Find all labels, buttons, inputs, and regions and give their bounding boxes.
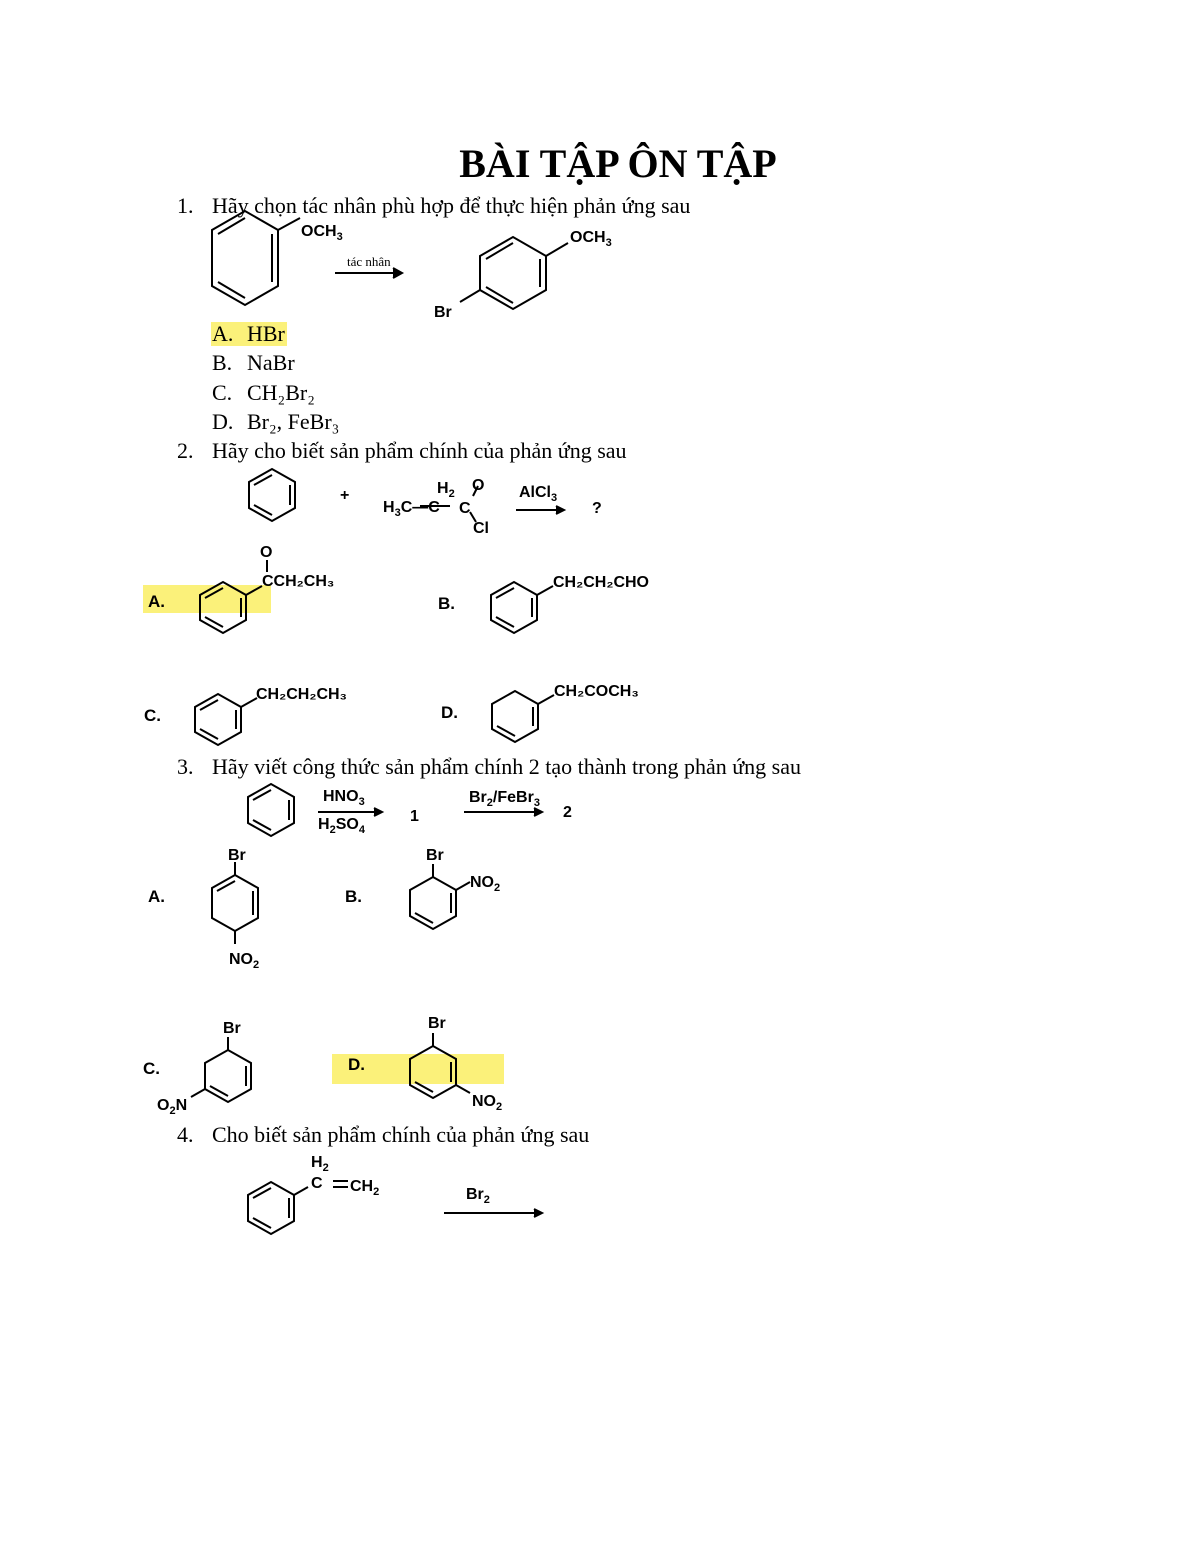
- page-title: BÀI TẬP ÔN TẬP: [459, 141, 777, 186]
- svg-text:Br: Br: [428, 1015, 446, 1032]
- svg-text:1: 1: [410, 808, 419, 825]
- question-number: 2.: [177, 438, 194, 463]
- svg-text:AlCl3: AlCl$_3$: [519, 484, 558, 504]
- option-b-letter: B.: [438, 594, 455, 613]
- svg-text:O: O: [472, 477, 485, 494]
- option-a-formula: CCH₂CH₃: [262, 573, 335, 590]
- svg-text:?: ?: [592, 500, 602, 517]
- p-bromoanisole-ring: [460, 237, 568, 309]
- option-text: HBr: [247, 321, 285, 346]
- svg-text:H3C—C: $H_3C—C$: [383, 499, 440, 519]
- svg-text:C: C: [459, 500, 471, 517]
- svg-text:Br2/FeBr3: $Br_2/FeBr_3$: [469, 789, 540, 809]
- option-d-letter: D.: [348, 1055, 365, 1074]
- option-c-letter: C.: [143, 1059, 160, 1078]
- svg-text:OCH3: $OCH_3$: [570, 229, 612, 249]
- option-c-formula: CH₂CH₂CH₃: [256, 686, 347, 703]
- svg-text:HNO3: $HNO_3$: [323, 788, 365, 808]
- svg-text:Cl: Cl: [473, 520, 489, 537]
- question-number: 3.: [177, 754, 194, 779]
- question-text: Hãy viết công thức sản phẩm chính 2 tạo thành trong phản ứng sau: [212, 754, 801, 779]
- svg-text:Br: Br: [434, 304, 452, 321]
- svg-text:NO2: $NO_2$: [229, 951, 260, 971]
- svg-text:Br: Br: [426, 847, 444, 864]
- question-text: Hãy chọn tác nhân phù hợp để thực hiện phản ứng sau: [212, 193, 691, 218]
- reagent-label: tác nhân: [347, 254, 391, 269]
- option-c-letter: C.: [144, 706, 161, 725]
- option-a-letter: A.: [148, 887, 165, 906]
- option-text: Br₂, FeBr₃: [247, 409, 340, 434]
- option-d-letter: D.: [441, 703, 458, 722]
- svg-text:CH2: $CH_2$: [350, 1178, 380, 1198]
- question-text: Cho biết sản phẩm chính của phản ứng sau: [212, 1122, 590, 1147]
- question-text: Hãy cho biết sản phẩm chính của phản ứng sau: [212, 438, 627, 463]
- option-letter: B.: [212, 350, 233, 375]
- svg-text:H2SO4: $H_2SO_4$: [318, 816, 365, 836]
- option-b-formula: CH₂CH₂CHO: [553, 574, 649, 591]
- option-letter: D.: [212, 409, 234, 434]
- question-number: 1.: [177, 193, 194, 218]
- option-letter: C.: [212, 380, 233, 405]
- svg-text:Br: Br: [223, 1020, 241, 1037]
- svg-text:O2N: $O_2N$: [157, 1097, 188, 1117]
- anisole-ring: [212, 211, 300, 305]
- svg-text:Br2: $Br_2$: [466, 1186, 490, 1206]
- option-text: NaBr: [247, 350, 295, 375]
- option-letter: A.: [212, 321, 234, 346]
- svg-text:H2: $H_2$: [437, 480, 455, 500]
- svg-text:NO2: $NO_2$: [472, 1093, 503, 1113]
- option-b-letter: B.: [345, 887, 362, 906]
- svg-text:Br: Br: [228, 847, 246, 864]
- svg-text:H2: $H_2$: [311, 1154, 329, 1174]
- svg-text:O: O: [260, 544, 273, 561]
- svg-text:NO2: $NO_2$: [470, 874, 501, 894]
- svg-text:OCH3: $OCH_3$: [301, 223, 343, 243]
- option-a-letter: A.: [148, 592, 165, 611]
- option-text: CH₂Br₂: [247, 380, 315, 405]
- svg-text:C: C: [311, 1175, 323, 1192]
- question-number: 4.: [177, 1122, 194, 1147]
- svg-text:+: +: [340, 487, 350, 504]
- svg-text:2: 2: [563, 804, 572, 821]
- option-d-formula: CH₂COCH₃: [554, 683, 639, 700]
